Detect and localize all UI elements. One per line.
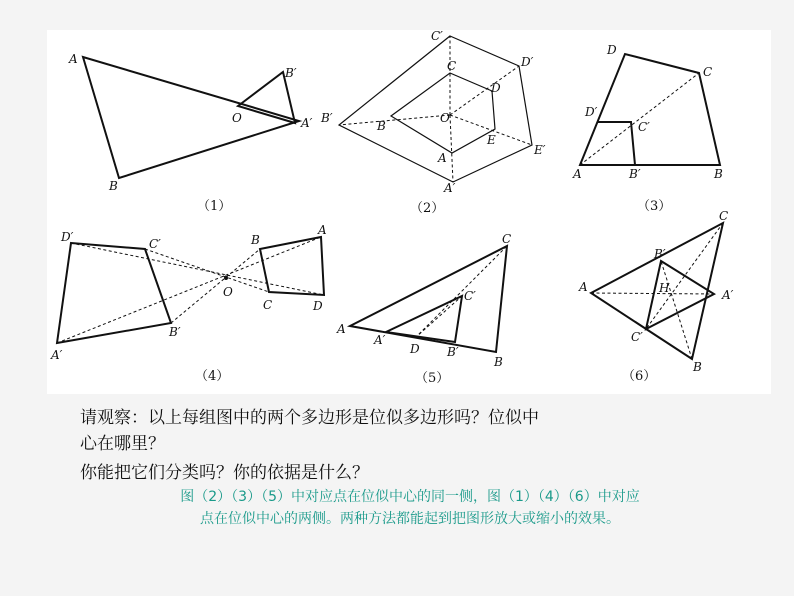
answer-line-1: 图（2）（3）（5）中对应点在位似中心的同一侧，图（1）（4）（6）中对应 xyxy=(180,489,640,505)
fig6-label-Bp: B′ xyxy=(654,247,666,261)
figure-3 xyxy=(572,43,723,214)
fig2-label-Ep: E′ xyxy=(534,143,546,157)
figure-2 xyxy=(320,30,546,216)
fig2-label-E: E xyxy=(487,133,496,147)
fig1-label-Bp: B′ xyxy=(285,66,297,80)
fig4-label-Dp: D′ xyxy=(61,230,74,244)
fig2-label-B: B xyxy=(377,119,386,133)
fig5-label-A: A xyxy=(337,322,346,336)
fig4-label-Cp: C′ xyxy=(149,237,161,251)
fig2-label-A: A xyxy=(438,151,447,165)
fig1-label-O: O xyxy=(232,111,242,125)
figure-6 xyxy=(578,209,734,384)
fig3-label-C: C xyxy=(703,65,713,79)
fig6-label-H: H xyxy=(659,281,670,295)
fig3-label-Bp: B′ xyxy=(629,167,641,181)
homothety-figures xyxy=(47,30,771,394)
fig4-label-C: C xyxy=(263,298,273,312)
fig5-label-Ap: A′ xyxy=(374,333,386,347)
fig4-label-A: A xyxy=(318,223,327,237)
fig1-label-B: B xyxy=(109,179,118,193)
fig5-label-C: C xyxy=(502,232,512,246)
fig3-quad-large xyxy=(580,54,720,165)
fig4-label-Bp: B′ xyxy=(169,325,181,339)
figure-1 xyxy=(68,52,313,214)
fig2-label-O: O xyxy=(440,111,450,125)
fig3-label-Dp: D′ xyxy=(585,105,598,119)
question-line-1: 请观察：以上每组图中的两个多边形是位似多边形吗？位似中 xyxy=(80,408,539,428)
fig6-label-C: C xyxy=(719,209,729,223)
fig4-label-O: O xyxy=(223,285,233,299)
figure-5 xyxy=(336,232,511,386)
fig3-label-A: A xyxy=(573,167,582,181)
fig1-label-Ap: A′ xyxy=(301,116,313,130)
fig1-triangle-large xyxy=(83,57,299,178)
fig5-label-Bp: B′ xyxy=(447,345,459,359)
fig5-label-Cp: C′ xyxy=(464,289,476,303)
fig2-label-Cp: C′ xyxy=(431,30,443,43)
fig2-label-D: D xyxy=(491,81,501,95)
fig6-label-Ap: A′ xyxy=(722,288,734,302)
fig6-triangle-large xyxy=(591,223,723,359)
fig5-caption: （5） xyxy=(415,371,450,386)
fig2-label-Bp: B′ xyxy=(321,111,333,125)
fig5-label-B: B xyxy=(494,355,503,369)
answer-line-2: 点在位似中心的两侧。两种方法都能起到把图形放大或缩小的效果。 xyxy=(200,511,620,527)
fig3-label-D: D xyxy=(607,43,617,57)
fig2-label-Ap: A′ xyxy=(444,181,456,195)
figure-panel xyxy=(47,30,771,394)
fig6-caption: （6） xyxy=(622,369,657,384)
question-line-3: 你能把它们分类吗？你的依据是什么？ xyxy=(80,463,369,483)
fig2-label-Dp: D′ xyxy=(521,55,534,69)
fig1-label-A: A xyxy=(69,52,78,66)
fig2-label-C: C xyxy=(447,59,457,73)
fig6-label-A: A xyxy=(579,280,588,294)
fig4-quad-small xyxy=(260,237,324,295)
fig4-label-Ap: A′ xyxy=(51,348,63,362)
fig2-caption: （2） xyxy=(410,201,445,216)
fig4-label-D: D xyxy=(313,299,323,313)
fig6-triangle-small xyxy=(646,261,714,329)
answer-text xyxy=(90,486,730,530)
fig6-label-B: B xyxy=(693,360,702,374)
fig1-caption: （1） xyxy=(197,199,232,214)
fig6-label-Cp: C′ xyxy=(631,330,643,344)
fig3-quad-small xyxy=(598,122,635,165)
question-line-2: 心在哪里？ xyxy=(80,434,165,454)
fig5-label-D: D xyxy=(410,342,420,356)
fig4-quad-large xyxy=(57,243,171,343)
fig2-pentagon-large xyxy=(339,36,532,182)
fig3-caption: （3） xyxy=(637,199,672,214)
fig4-caption: （4） xyxy=(195,369,230,384)
fig3-label-B: B xyxy=(714,167,723,181)
fig3-label-Cp: C′ xyxy=(638,120,650,134)
figure-4 xyxy=(50,223,327,384)
fig4-label-B: B xyxy=(251,233,260,247)
